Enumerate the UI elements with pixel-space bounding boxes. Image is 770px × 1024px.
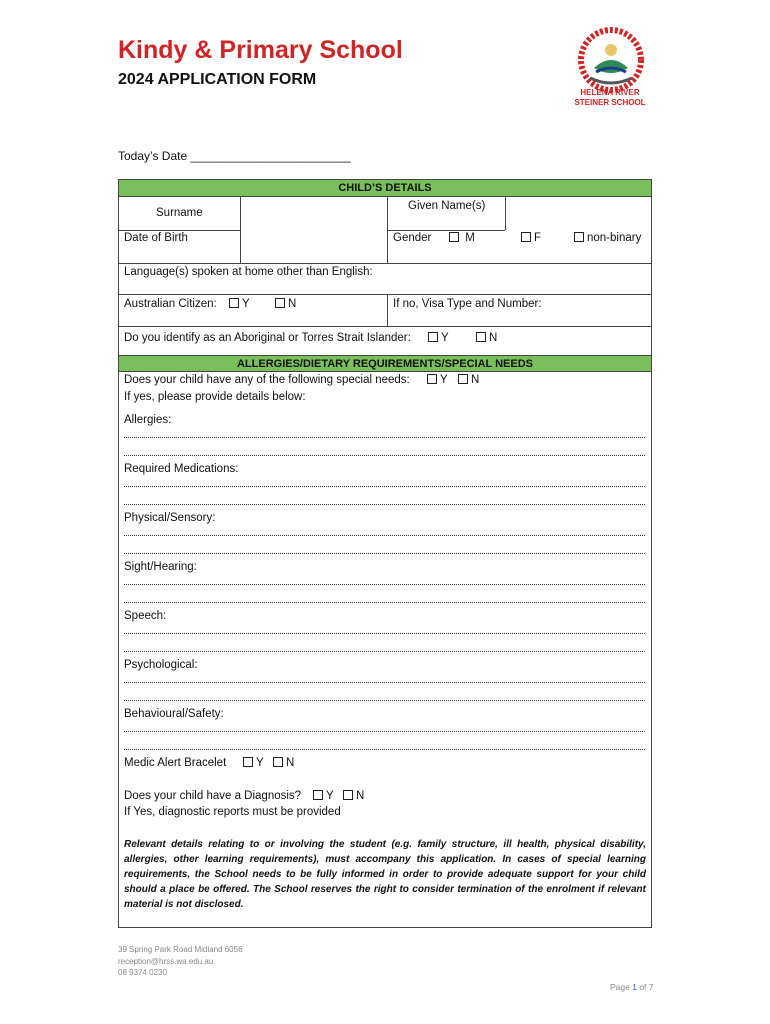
checkbox-icon [458,374,468,384]
special-needs-question: Does your child have any of the following special needs: [124,374,410,386]
checkbox-icon [229,298,239,308]
behavioural-safety-label: Behavioural/Safety: [124,708,224,720]
allergies-line[interactable] [124,437,645,438]
footer-address: 39 Spring Park Road Midland 6056 [118,945,243,954]
checkbox-icon [449,232,459,242]
if-yes-label: If yes, please provide details below: [124,391,306,403]
gender-m-option[interactable]: M [449,232,475,244]
gender-nonbinary-option[interactable]: non-binary [574,232,641,244]
checkbox-icon [243,757,253,767]
medications-line[interactable] [124,504,645,505]
checkbox-icon [521,232,531,242]
dob-input[interactable] [241,231,386,263]
todays-date-field[interactable]: Today’s Date ________________________ [118,149,351,163]
citizen-label: Australian Citizen: [124,298,217,310]
psychological-label: Psychological: [124,659,198,671]
sight-hearing-line[interactable] [124,602,645,603]
behavioural-safety-line[interactable] [124,731,645,732]
checkbox-icon [574,232,584,242]
gender-label: Gender [393,232,432,244]
behavioural-safety-line[interactable] [124,749,645,750]
checkbox-icon [343,790,353,800]
psychological-line[interactable] [124,700,645,701]
speech-line[interactable] [124,651,645,652]
medic-alert-yes-option[interactable]: Y [243,757,264,769]
physical-sensory-label: Physical/Sensory: [124,512,216,524]
physical-sensory-line[interactable] [124,553,645,554]
allergies-line[interactable] [124,455,645,456]
aboriginal-label: Do you identify as an Aboriginal or Torres Strait Islander: [124,332,411,344]
diagnosis-yes-option[interactable]: Y [313,790,334,802]
languages-label: Language(s) spoken at home other than English: [124,266,373,278]
special-needs-no-option[interactable]: N [458,374,479,386]
allergies-label: Allergies: [124,414,172,426]
checkbox-icon [427,374,437,384]
sight-hearing-label: Sight/Hearing: [124,561,197,573]
diagnosis-no-option[interactable]: N [343,790,364,802]
gender-f-option[interactable]: F [521,232,541,244]
medications-label: Required Medications: [124,463,239,475]
page-title: Kindy & Primary School [118,36,403,64]
psychological-line[interactable] [124,682,645,683]
visa-label: If no, Visa Type and Number: [393,298,542,310]
page-number: Page 1 of 7 [610,982,654,992]
medications-line[interactable] [124,486,645,487]
physical-sensory-line[interactable] [124,535,645,536]
footer-phone: 08 9374 0230 [118,968,167,977]
aboriginal-yes-option[interactable]: Y [428,332,449,344]
speech-line[interactable] [124,633,645,634]
citizen-no-option[interactable]: N [275,298,296,310]
logo-text: HELENA RIVER STEINER SCHOOL [574,88,646,107]
speech-label: Speech: [124,610,167,622]
citizen-yes-option[interactable]: Y [229,298,250,310]
surname-label: Surname [156,207,203,219]
footer-email: reception@hrss.wa.edu.au [118,956,214,966]
diagnosis-label: Does your child have a Diagnosis? [124,790,302,802]
sight-hearing-line[interactable] [124,584,645,585]
given-names-input[interactable] [506,197,652,230]
form-subtitle: 2024 APPLICATION FORM [118,71,317,88]
application-form-table [118,179,652,928]
checkbox-icon [476,332,486,342]
aboriginal-no-option[interactable]: N [476,332,497,344]
dob-label: Date of Birth [124,232,188,244]
medic-alert-label: Medic Alert Bracelet [124,757,227,769]
relevant-details-note: Relevant details relating to or involving the student (e.g. family structure, ill health, physical disability, allergies, other learning requirements), must accompany this application. In cases of special learning requirements, the School needs to be fully informed in order to provide adequate support for your child should a place be offered. The School reserves the right to consider termination of the enrolment if relevant material is not disclosed. [124,839,646,910]
diagnosis-note: If Yes, diagnostic reports must be provided [124,806,341,818]
footer-contact [118,944,243,979]
special-needs-yes-option[interactable]: Y [427,374,448,386]
special-needs-heading: ALLERGIES/DIETARY REQUIREMENTS/SPECIAL NEEDS [119,355,651,372]
checkbox-icon [273,757,283,767]
surname-input[interactable] [241,197,386,230]
checkbox-icon [428,332,438,342]
childs-details-heading: CHILD’S DETAILS [119,180,651,197]
given-names-label: Given Name(s) [408,200,486,212]
medic-alert-no-option[interactable]: N [273,757,294,769]
checkbox-icon [313,790,323,800]
checkbox-icon [275,298,285,308]
